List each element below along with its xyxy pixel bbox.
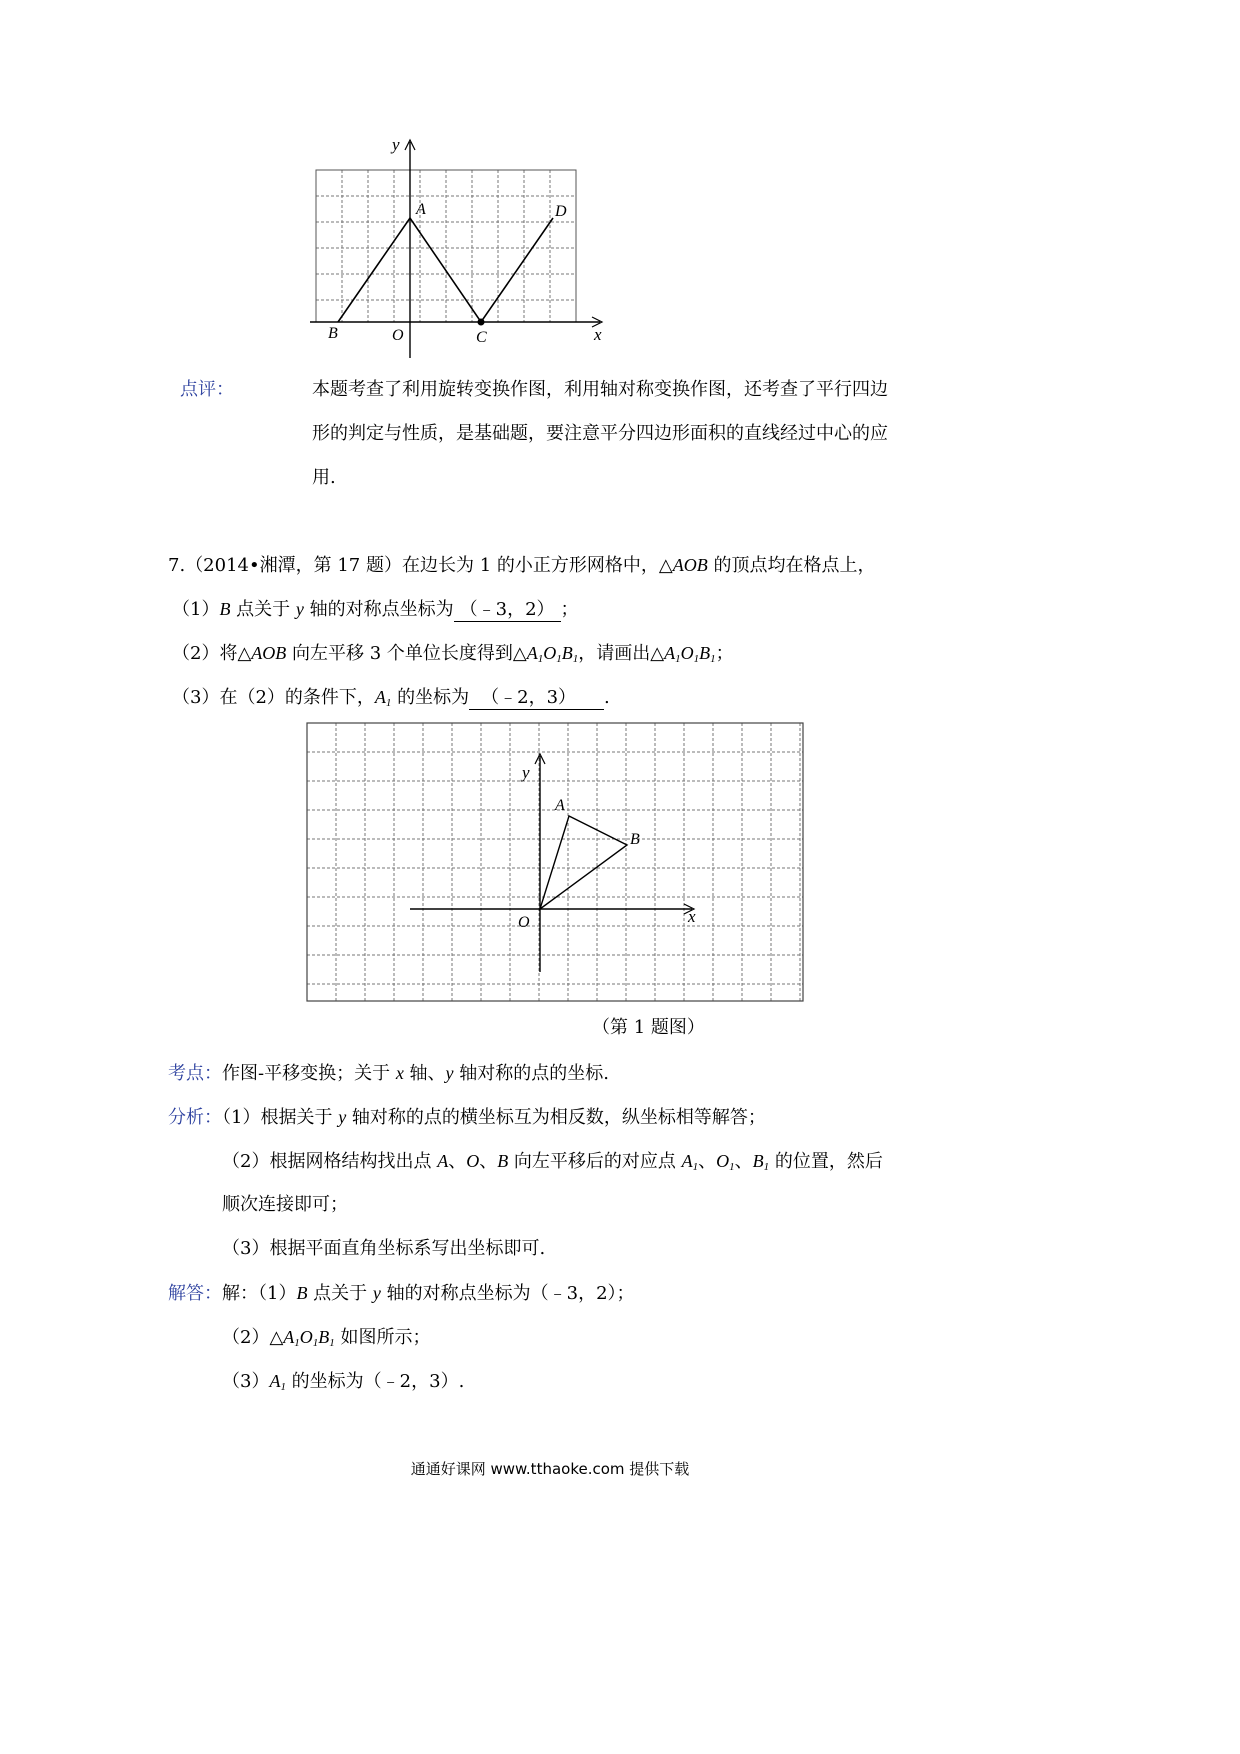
q3-text-a: （3）在（2）的条件下， [172, 687, 375, 708]
point-c-dot [478, 319, 485, 326]
question-1 [172, 600, 579, 622]
jieda-1b: 点关于 [307, 1283, 373, 1304]
problem-stem-end: 的顶点均在格点上， [707, 555, 876, 576]
jieda-3a: （3） [222, 1371, 270, 1392]
jieda-line-2 [222, 1328, 431, 1349]
footer: 通通好课网 www.tthaoke.com 提供下载 [410, 1460, 690, 1478]
fig2-label-a: A [555, 797, 565, 814]
fenxi-2-o: O [466, 1151, 480, 1171]
kaodian-label: 考点： [168, 1063, 222, 1084]
fenxi-1a: （1）根据关于 [222, 1107, 339, 1128]
jieda-1a: 解：（1） [222, 1283, 297, 1304]
q1-answer: （﹣3，2） [454, 601, 561, 622]
q1-mid: 点关于 [230, 599, 296, 620]
jieda-1-b: B [296, 1283, 308, 1303]
fig1-label-c: C [476, 329, 487, 346]
fig2-y-label: y [522, 763, 530, 782]
figure-2 [300, 716, 810, 1010]
figure-2-svg [300, 716, 810, 1006]
problem-number: 7. [168, 555, 186, 576]
jieda-1c: 轴的对称点坐标为（﹣3，2）； [380, 1283, 635, 1304]
q2-text-a: （2）将△ [172, 643, 252, 664]
kaodian-x: x [395, 1063, 404, 1083]
fig1-x-label: x [594, 325, 602, 344]
jieda-1-y: y [372, 1283, 381, 1303]
fenxi-line-3: （3）根据平面直角坐标系写出坐标即可. [222, 1238, 546, 1259]
fig1-label-d: D [555, 203, 567, 220]
question-3 [172, 688, 610, 710]
fig1-label-a: A [416, 201, 426, 218]
fenxi-2c: 的位置，然后 [769, 1151, 883, 1172]
q1-text: 轴的对称点坐标为 [303, 599, 454, 620]
q3-answer: （﹣2，3） [469, 689, 604, 710]
problem-source: （2014•湘潭，第 17 题） [185, 555, 402, 576]
kaodian-text-b: 轴、 [403, 1063, 446, 1084]
fenxi-line-2: （2）根据网格结构找出点 A、O、B 向左平移后的对应点 $A_1$、$O_1$、$B_1$ 的位置，然后 [222, 1151, 883, 1173]
jieda-line-3 [222, 1372, 464, 1393]
fenxi-line-2b: 顺次连接即可； [222, 1194, 348, 1215]
fig1-y-label: y [392, 135, 400, 154]
fig2-label-b: B [630, 831, 640, 848]
fig2-x-label: x [688, 907, 696, 926]
fenxi-line-1 [168, 1108, 766, 1127]
triangle-name: AOB [672, 555, 708, 575]
fenxi-2b: 向左平移后的对应点 [508, 1151, 682, 1172]
fenxi-1b: 轴对称的点的横坐标互为相反数，纵坐标相等解答； [346, 1107, 766, 1128]
q2-text-d: ，请画出△ [578, 643, 665, 664]
jieda-2-tri: $A_1O_1B_1$ [283, 1327, 335, 1349]
jieda-3-a1: $A_1$ [269, 1371, 286, 1393]
fig1-label-o: O [392, 327, 404, 344]
jieda-3b: 的坐标为（﹣2，3）. [285, 1371, 465, 1392]
review-line-1: 本题考查了利用旋转变换作图，利用轴对称变换作图，还考查了平行四边 [312, 379, 888, 400]
q1-y: y [295, 599, 304, 619]
fig2-label-o: O [518, 914, 530, 931]
fig1-label-b: B [328, 325, 338, 342]
fenxi-label: 分析： [168, 1107, 222, 1128]
kaodian-text-a: 作图-平移变换；关于 [222, 1063, 396, 1084]
kaodian-line [168, 1064, 609, 1083]
q1-point-b: B [219, 599, 231, 619]
jieda-label: 解答： [168, 1283, 222, 1304]
figure-2-caption: （第 1 题图） [592, 1017, 705, 1038]
fenxi-2-b1: $B_1$ [752, 1151, 770, 1173]
fenxi-1y: y [338, 1107, 347, 1127]
problem-stem [168, 556, 875, 575]
jieda-line-1 [168, 1284, 635, 1303]
fenxi-2-b: B [497, 1151, 509, 1171]
review-line-2: 形的判定与性质，是基础题，要注意平分四边形面积的直线经过中心的应 [312, 423, 888, 444]
jieda-2a: （2）△ [222, 1327, 284, 1348]
jieda-2b: 如图所示； [334, 1327, 431, 1348]
review-line-3: 用. [312, 467, 336, 488]
q1-end: ； [560, 599, 579, 620]
q1-prefix: （1） [172, 599, 220, 620]
kaodian-text-c: 轴对称的点的坐标. [453, 1063, 609, 1084]
fenxi-2a: （2）根据网格结构找出点 [222, 1151, 438, 1172]
fenxi-2-o1: $O_1$ [716, 1151, 735, 1173]
question-2 [172, 644, 734, 665]
q3-a1: $A_1$ [374, 687, 392, 709]
q3-end: . [604, 687, 610, 708]
problem-stem-text: 在边长为 1 的小正方形网格中，△ [401, 555, 673, 576]
figure-1 [300, 130, 620, 374]
fenxi-2-points: A [437, 1151, 449, 1171]
q2-triangle: AOB [251, 643, 287, 663]
figure-1-svg [300, 130, 620, 370]
review-label: 点评： [180, 379, 234, 400]
triangle-aob [540, 816, 627, 909]
q2-triangle-a1o1b1: $A_1O_1B_1$ [526, 643, 579, 665]
q2-triangle-a1o1b1-2: $A_1O_1B_1$ [664, 643, 716, 665]
q2-end: ； [715, 643, 734, 664]
q2-text-c: 向左平移 3 个单位长度得到△ [286, 643, 527, 664]
kaodian-y: y [445, 1063, 454, 1083]
q3-text-b: 的坐标为 [391, 687, 470, 708]
fenxi-2-a1: $A_1$ [681, 1151, 699, 1173]
